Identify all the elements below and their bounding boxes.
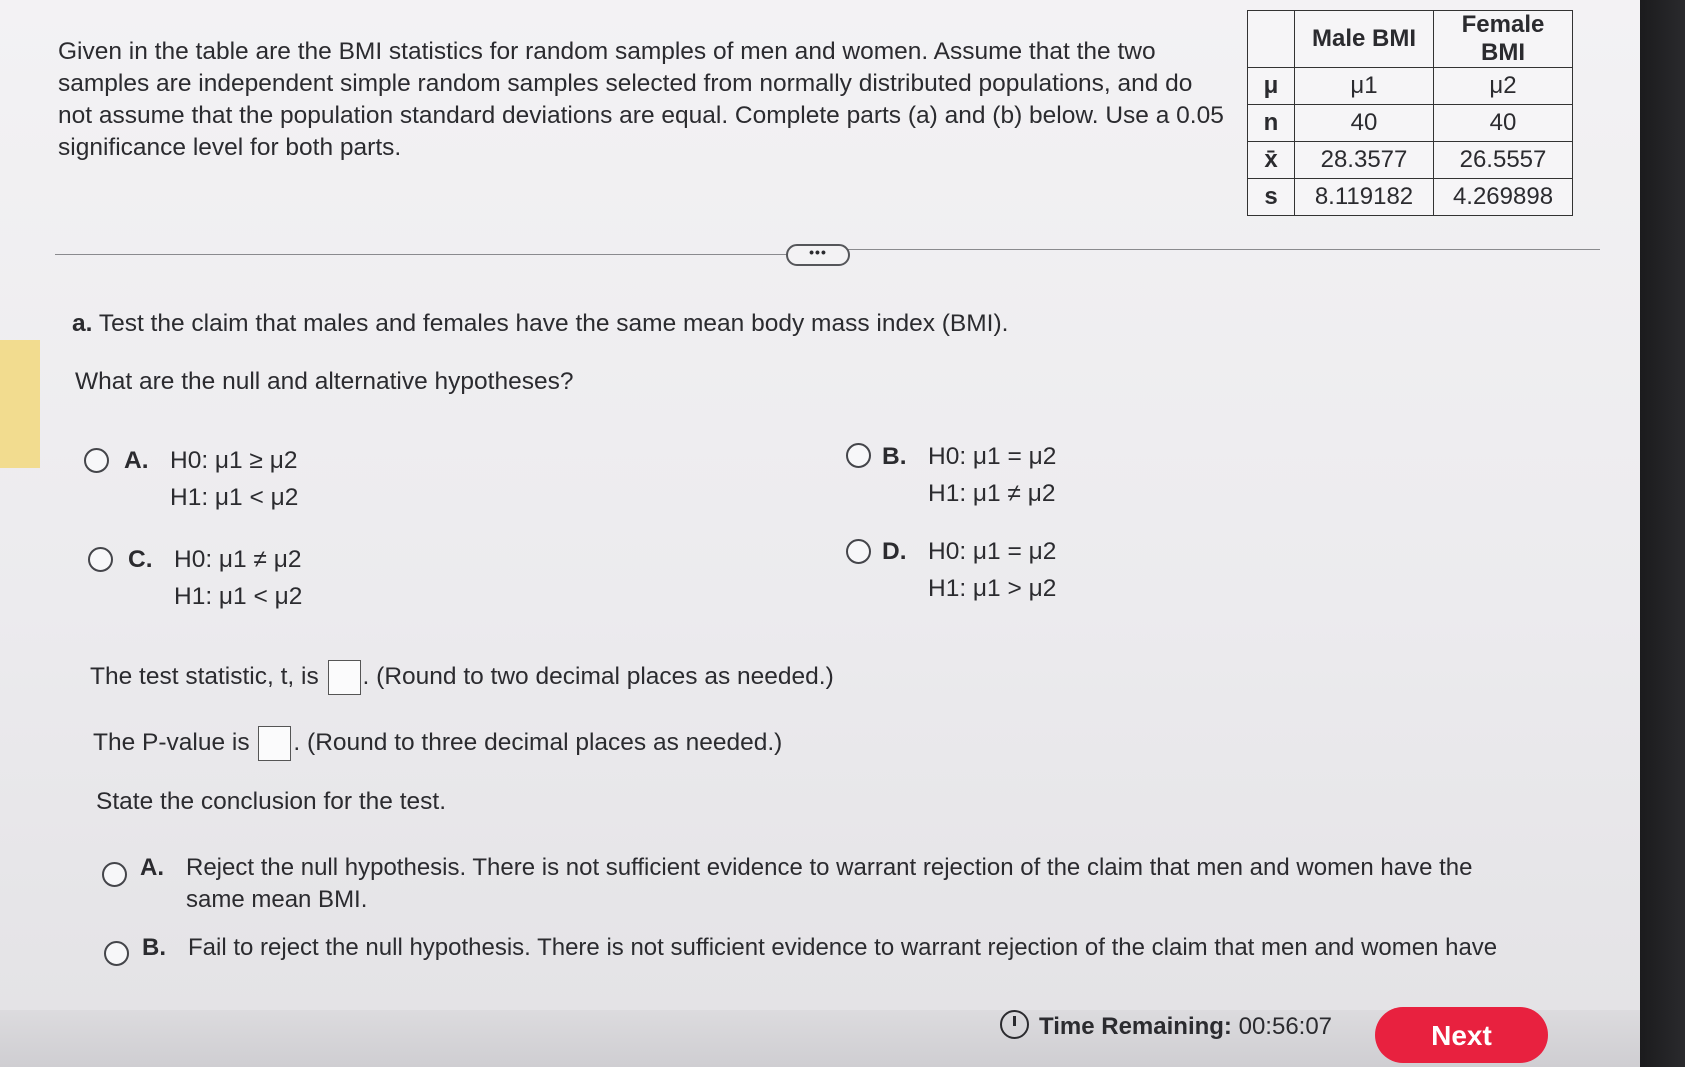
pvalue-input[interactable] — [258, 726, 291, 761]
clock-icon — [1000, 1010, 1029, 1039]
test-statistic-input[interactable] — [328, 660, 361, 695]
option-letter: D. — [882, 538, 907, 565]
radio-conclusion-b[interactable] — [104, 941, 129, 966]
option-h1: H1: μ1 ≠ μ2 — [928, 480, 1056, 507]
part-a-text: Test the claim that males and females have the same mean body mass index (BMI). — [98, 310, 1009, 337]
option-h1: H1: μ1 < μ2 — [174, 583, 303, 610]
table-header-male: Male BMI — [1295, 11, 1434, 68]
option-h0: H0: μ1 ≥ μ2 — [170, 447, 298, 474]
test-statistic-line — [90, 660, 834, 695]
highlight-marker — [0, 340, 40, 468]
radio-option-a[interactable] — [84, 448, 109, 473]
table-row — [1248, 68, 1573, 105]
table-cell: μ2 — [1434, 68, 1573, 105]
option-h1: H1: μ1 < μ2 — [170, 484, 299, 511]
option-letter: C. — [128, 546, 153, 573]
option-h1: H1: μ1 > μ2 — [928, 575, 1057, 602]
option-letter: A. — [124, 447, 149, 474]
table-cell: 40 — [1434, 105, 1573, 142]
table-cell: μ1 — [1295, 68, 1434, 105]
conclusion-text: Fail to reject the null hypothesis. There is not sufficient evidence to warrant rejection of the claim that men and women have — [188, 934, 1498, 961]
bmi-stats-table — [1247, 10, 1573, 216]
section-divider — [848, 249, 1600, 250]
time-remaining — [1000, 1010, 1332, 1041]
option-letter: B. — [142, 934, 166, 961]
table-row — [1248, 105, 1573, 142]
option-h0: H0: μ1 = μ2 — [928, 443, 1057, 470]
table-cell: 28.3577 — [1295, 142, 1434, 179]
option-h0: H0: μ1 ≠ μ2 — [174, 546, 302, 573]
time-label: Time Remaining: — [1039, 1013, 1232, 1040]
table-row-label: μ — [1248, 68, 1295, 105]
test-stat-prefix: The test statistic, t, is — [90, 662, 319, 690]
option-letter: B. — [882, 443, 907, 470]
part-a-prompt — [72, 310, 1008, 338]
table-cell: 40 — [1295, 105, 1434, 142]
table-row-label: x̄ — [1248, 142, 1295, 179]
radio-option-c[interactable] — [88, 547, 113, 572]
conclusion-text: Reject the null hypothesis. There is not sufficient evidence to warrant rejection of the claim that men and women have the same mean BMI. — [186, 854, 1473, 913]
table-header-blank — [1248, 11, 1295, 68]
intro-text: Given in the table are the BMI statistics for random samples of men and women. Assume that the two samples are independent simple random samples selected from normally distributed populations, and do not assume that the population standard deviations are equal. Complete parts (a) and (b) below. Use a 0.05 significance level for both parts. — [58, 38, 1224, 161]
radio-option-d[interactable] — [846, 539, 871, 564]
table-cell: 4.269898 — [1434, 179, 1573, 216]
table-header-female: Female BMI — [1434, 11, 1573, 68]
table-cell: 26.5557 — [1434, 142, 1573, 179]
option-letter: A. — [140, 854, 164, 881]
table-row — [1248, 142, 1573, 179]
conclusion-option-b[interactable] — [142, 932, 1542, 972]
conclusion-prompt: State the conclusion for the test. — [96, 788, 447, 815]
pvalue-prefix: The P-value is — [93, 728, 250, 756]
table-header-row — [1248, 11, 1573, 68]
radio-option-b[interactable] — [846, 443, 871, 468]
hypotheses-question: What are the null and alternative hypotheses? — [75, 368, 574, 395]
conclusion-option-a[interactable] — [140, 852, 1520, 916]
next-button[interactable]: Next — [1375, 1007, 1548, 1063]
table-row-label: s — [1248, 179, 1295, 216]
expand-more-button[interactable]: ••• — [786, 244, 850, 266]
section-divider — [55, 254, 788, 255]
test-stat-suffix: . (Round to two decimal places as needed.) — [362, 662, 834, 690]
pvalue-suffix: . (Round to three decimal places as needed.) — [293, 728, 783, 756]
pvalue-line — [93, 726, 782, 761]
monitor-bezel — [1640, 0, 1685, 1067]
part-a-label: a. — [72, 310, 93, 337]
table-row — [1248, 179, 1573, 216]
radio-conclusion-a[interactable] — [102, 862, 127, 887]
time-value: 00:56:07 — [1238, 1013, 1333, 1040]
table-cell: 8.119182 — [1295, 179, 1434, 216]
table-row-label: n — [1248, 105, 1295, 142]
option-h0: H0: μ1 = μ2 — [928, 538, 1057, 565]
